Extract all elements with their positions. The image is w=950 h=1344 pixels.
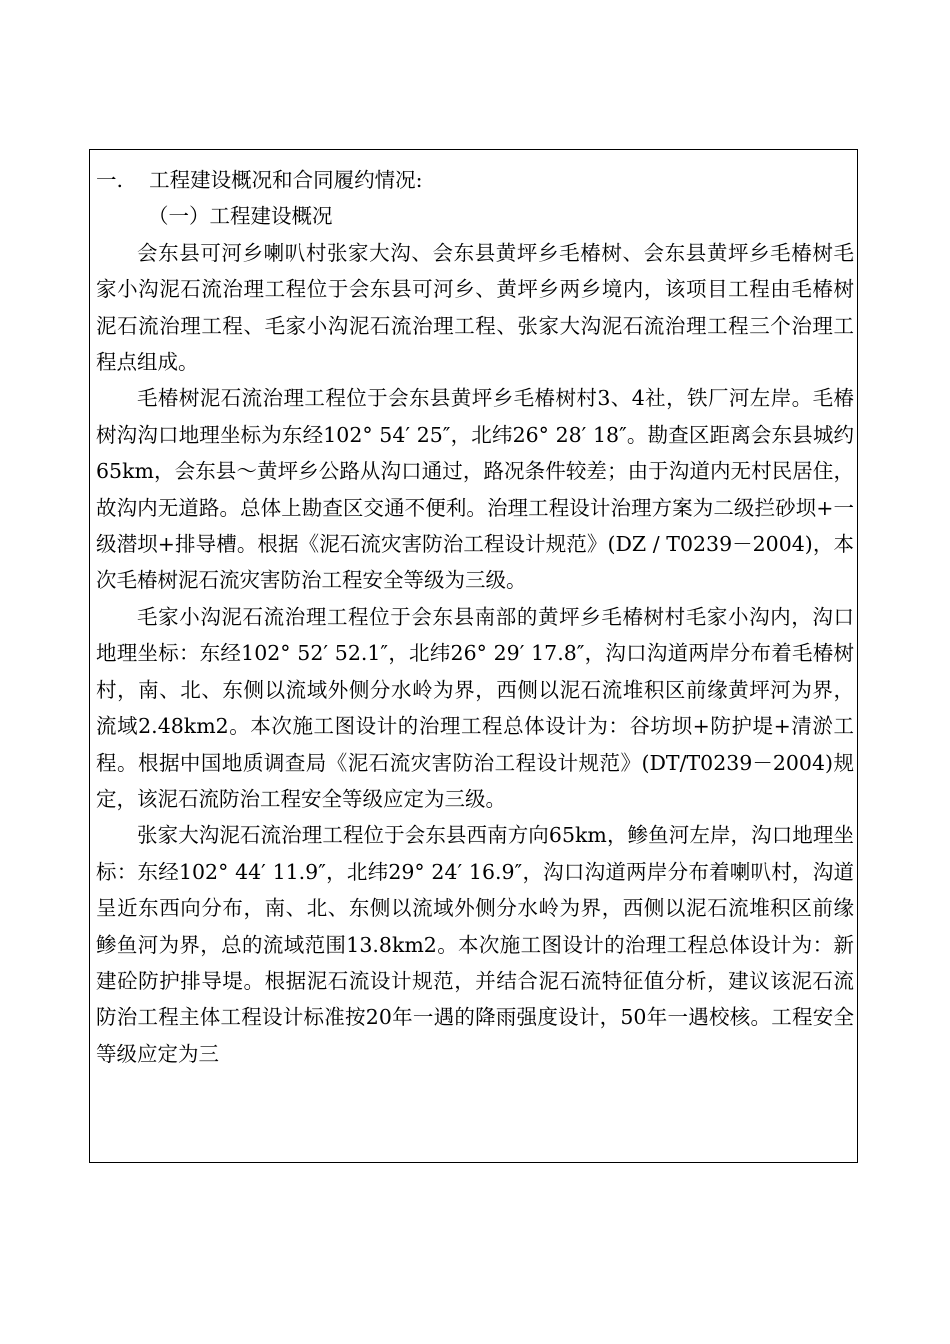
paragraph-zhangjiadagou: 张家大沟泥石流治理工程位于会东县西南方向65km，鲹鱼河左岸，沟口地理坐标：东经102° 44′ 11.9″，北纬29° 24′ 16.9″，沟口沟道两岸分布着喇叭村，沟道呈近东西向分布，南、北、东侧以流域外侧分水岭为界，西侧以泥石流堆积区前缘鲹鱼河为界，总的流域范围13.8km2。本次施工图设计的治理工程总体设计为：新建砼防护排导堤。根据泥石流设计规范，并结合泥石流特征值分析，建议该泥石流防治工程主体工程设计标准按20年一遇的降雨强度设计，50年一遇校核。工程安全等级应定为三	[96, 823, 854, 1066]
section-heading	[96, 162, 854, 198]
document-body	[96, 162, 854, 1072]
section-heading-number: 一.	[96, 168, 124, 192]
document-frame	[89, 149, 858, 1163]
subsection-heading: （一）工程建设概况	[148, 204, 333, 229]
section-heading-text: 工程建设概况和合同履约情况:	[149, 168, 423, 192]
paragraph-overview: 会东县可河乡喇叭村张家大沟、会东县黄坪乡毛椿树、会东县黄坪乡毛椿树毛家小沟泥石流治理工程位于会东县可河乡、黄坪乡两乡境内，该项目工程由毛椿树泥石流治理工程、毛家小沟泥石流治理工程、张家大沟泥石流治理工程三个治理工程点组成。	[96, 240, 854, 375]
paragraph-maochunshu: 毛椿树泥石流治理工程位于会东县黄坪乡毛椿树村3、4社，铁厂河左岸。毛椿树沟沟口地理坐标为东经102° 54′ 25″，北纬26° 28′ 18″。勘查区距离会东县城约65km，会东县～黄坪乡公路从沟口通过，路况条件较差；由于沟道内无村民居住，故沟内无道路。总体上勘查区交通不便利。治理工程设计治理方案为二级拦砂坝+一级潜坝+排导槽。根据《泥石流灾害防治工程设计规范》(DZ / T0239－2004)，本次毛椿树泥石流灾害防治工程安全等级为三级。	[96, 386, 854, 593]
paragraph-maojiaxiaogou: 毛家小沟泥石流治理工程位于会东县南部的黄坪乡毛椿树村毛家小沟内，沟口地理坐标：东经102° 52′ 52.1″，北纬26° 29′ 17.8″，沟口沟道两岸分布着毛椿树村，南、北、东侧以流域外侧分水岭为界，西侧以泥石流堆积区前缘黄坪河为界，流域2.48km2。本次施工图设计的治理工程总体设计为：谷坊坝+防护堤+清淤工程。根据中国地质调查局《泥石流灾害防治工程设计规范》(DT/T0239－2004)规定，该泥石流防治工程安全等级应定为三级。	[96, 604, 854, 811]
